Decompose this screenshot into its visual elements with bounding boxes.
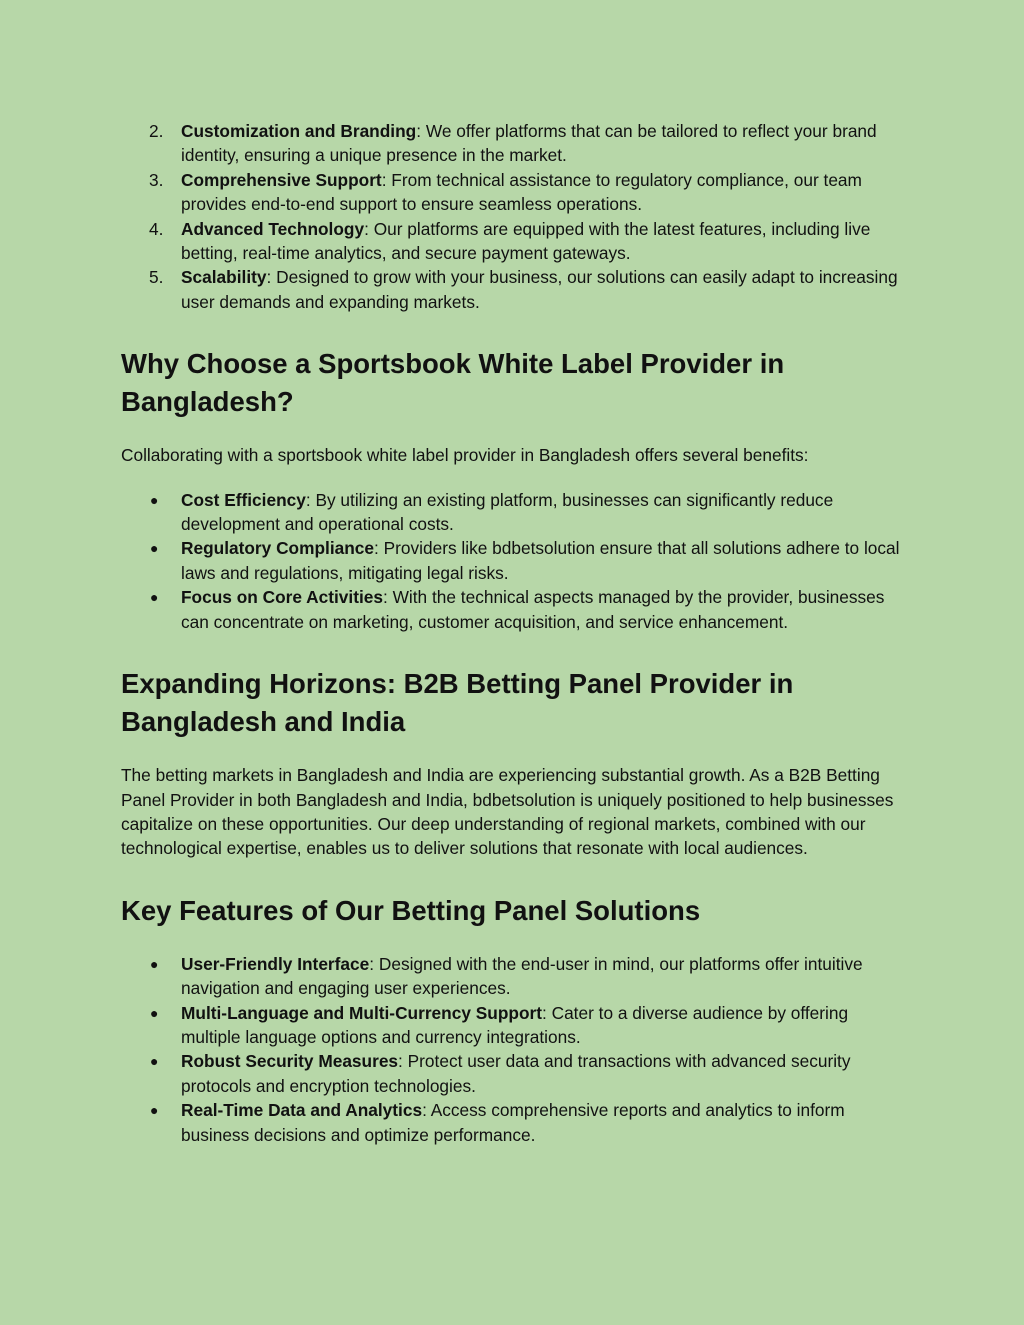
- list-text: : Designed to grow with your business, our solutions can easily adapt to increasing user demands and expanding markets.: [181, 267, 898, 312]
- bullet-icon: ●: [150, 589, 159, 606]
- list-item: [121, 168, 911, 217]
- list-text: : Designed with the end-user in mind, our platforms offer intuitive navigation and engaging user experiences.: [181, 953, 863, 999]
- list-term: Multi-Language and Multi-Currency Support: [181, 1002, 542, 1023]
- list-text: : Providers like bdbetsolution ensure that all solutions adhere to local laws and regulations, mitigating legal risks.: [181, 538, 900, 583]
- list-item: [121, 488, 911, 537]
- list-item: [121, 119, 911, 168]
- list-number: 2.: [149, 121, 164, 141]
- list-item: [121, 1049, 911, 1098]
- list-item: [121, 265, 911, 314]
- list-text: : We offer platforms that can be tailored to reflect your brand identity, ensuring a unique presence in the market.: [181, 121, 877, 166]
- list-text: : By utilizing an existing platform, businesses can significantly reduce development and operational costs.: [181, 489, 834, 535]
- bullet-list-why: [121, 488, 911, 634]
- list-text: : Our platforms are equipped with the latest features, including live betting, real-time analytics, and secure payment gateways.: [181, 218, 871, 264]
- bullet-list-features: [121, 952, 911, 1147]
- list-number: 3.: [149, 169, 164, 190]
- section-intro-why: Collaborating with a sportsbook white label provider in Bangladesh offers several benefits:: [121, 445, 809, 466]
- numbered-list: [121, 119, 911, 314]
- document-content: [121, 119, 911, 1147]
- list-term: Cost Efficiency: [181, 489, 306, 510]
- list-item: [121, 952, 911, 1001]
- bullet-icon: ●: [150, 540, 159, 557]
- section-heading-why: Why Choose a Sportsbook White Label Provider in Bangladesh?: [121, 348, 785, 418]
- list-item: [121, 217, 911, 266]
- list-term: User-Friendly Interface: [181, 953, 370, 974]
- list-term: Advanced Technology: [181, 218, 365, 239]
- list-term: Robust Security Measures: [181, 1051, 399, 1072]
- section-heading-expanding: Expanding Horizons: B2B Betting Panel Provider in Bangladesh and India: [121, 668, 794, 738]
- section-heading-features: Key Features of Our Betting Panel Solutions: [121, 894, 701, 926]
- list-text: : Protect user data and transactions with advanced security protocols and encryption technologies.: [181, 1051, 851, 1096]
- bullet-icon: ●: [150, 491, 159, 508]
- list-text: : Access comprehensive reports and analytics to inform business decisions and optimize performance.: [181, 1100, 845, 1145]
- list-item: [121, 1098, 911, 1147]
- list-term: Scalability: [181, 267, 267, 288]
- section-paragraph-expanding: The betting markets in Bangladesh and India are experiencing substantial growth. As a B2B Betting Panel Provider in both Bangladesh and India, bdbetsolution is uniquely positioned to help businesses capitalize on these opportunities. Our deep understanding of regional markets, combined with our technological expertise, enables us to deliver solutions that resonate with local audiences.: [121, 765, 894, 859]
- list-number: 5.: [149, 267, 164, 288]
- list-item: [121, 536, 911, 585]
- bullet-icon: ●: [150, 1102, 159, 1119]
- list-item: [121, 1001, 911, 1050]
- list-number: 4.: [149, 218, 164, 239]
- list-term: Focus on Core Activities: [181, 587, 383, 608]
- list-term: Regulatory Compliance: [181, 538, 375, 559]
- list-text: : From technical assistance to regulatory compliance, our team provides end-to-end support to ensure seamless operations.: [181, 169, 862, 215]
- list-item: [121, 585, 911, 634]
- bullet-icon: ●: [150, 1053, 159, 1070]
- bullet-icon: ●: [150, 1004, 159, 1021]
- bullet-icon: ●: [150, 955, 159, 972]
- list-text: : With the technical aspects managed by the provider, businesses can concentrate on marketing, customer acquisition, and service enhancement.: [181, 587, 885, 632]
- list-term: Customization and Branding: [181, 121, 417, 141]
- list-term: Real-Time Data and Analytics: [181, 1100, 423, 1121]
- list-term: Comprehensive Support: [181, 169, 382, 190]
- list-text: : Cater to a diverse audience by offering multiple language options and currency integrations.: [181, 1002, 849, 1047]
